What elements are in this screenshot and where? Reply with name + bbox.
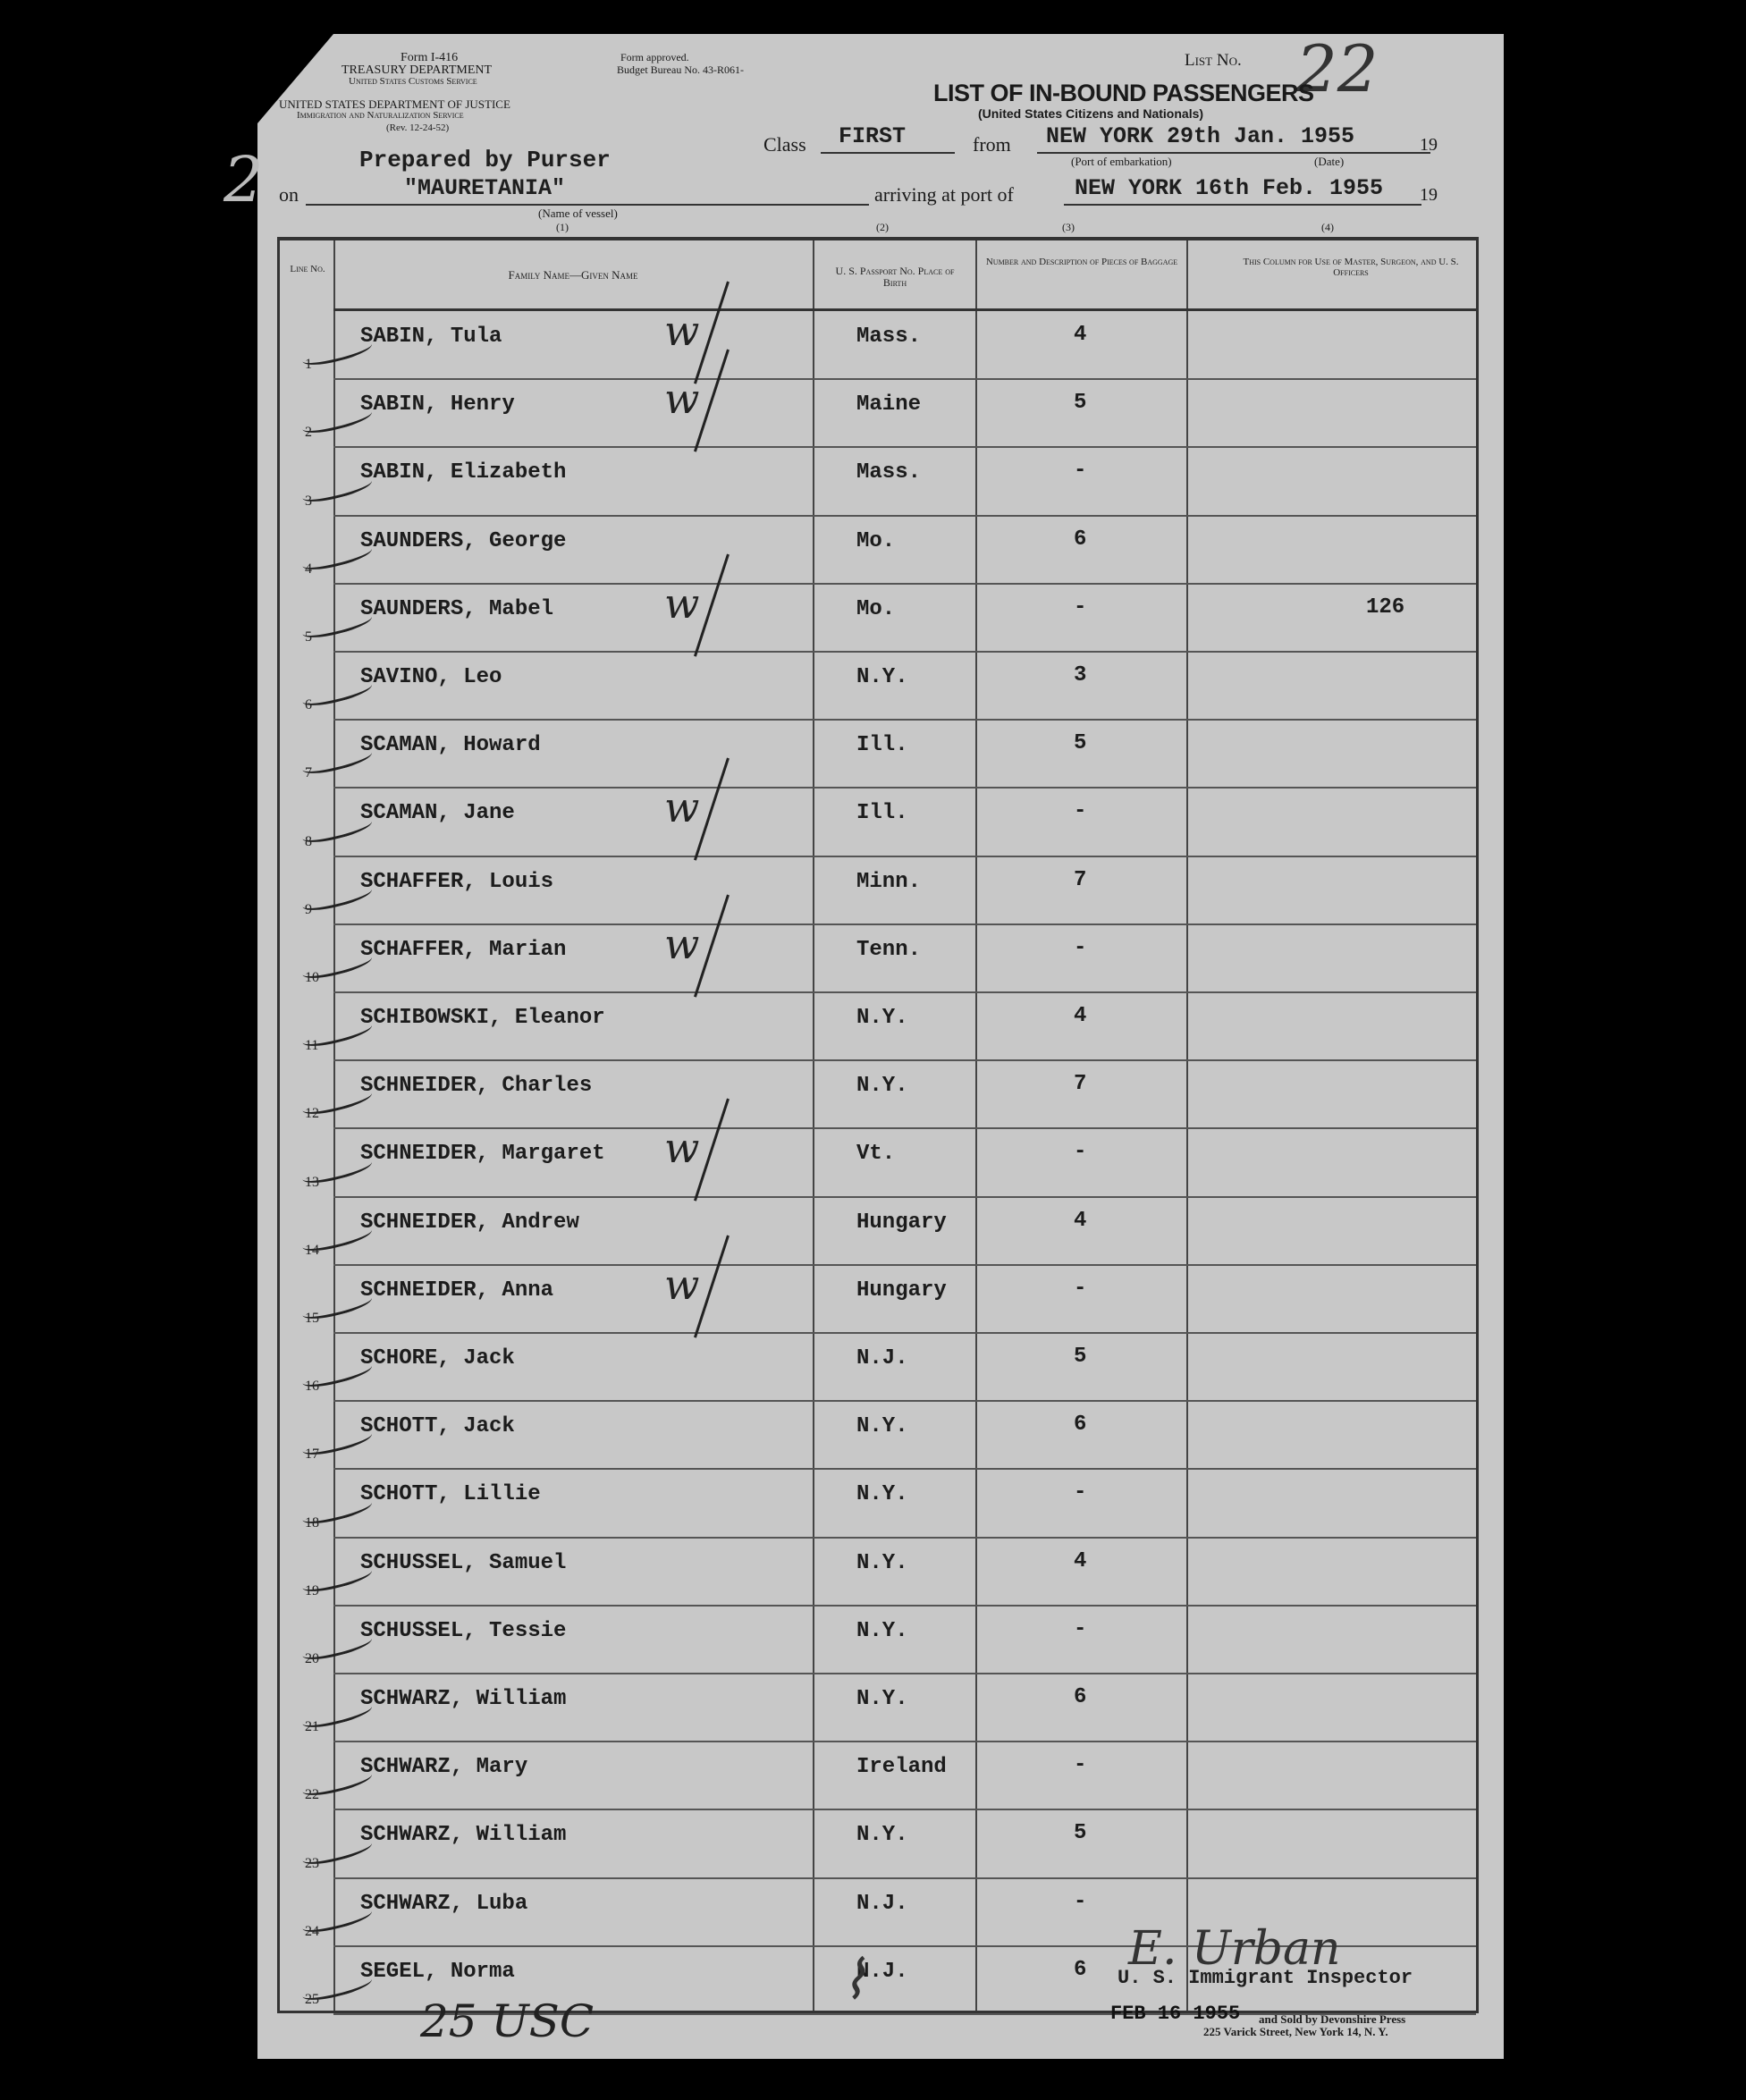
customs-label: United States Customs Service [349,76,477,87]
passenger-name: SABIN, Elizabeth [360,460,567,485]
place-of-birth: Mass. [856,460,922,485]
header-passport: U. S. Passport No. Place of Birth [835,265,955,290]
line-number: 1 [305,357,312,373]
officer-note: 126 [1366,595,1405,620]
baggage-count: - [1074,1616,1087,1641]
treasury-label: TREASURY DEPARTMENT [342,63,493,77]
line-number: 21 [305,1719,319,1735]
baggage-count: 4 [1074,1004,1087,1028]
line-number: 10 [305,969,319,985]
passenger-name: SCHIBOWSKI, Eleanor [360,1006,605,1030]
header-officers: This Column for Use of Master, Surgeon, and U. S. Officers [1243,257,1459,279]
line-number: 23 [305,1855,319,1871]
place-of-birth: N.Y. [856,1074,908,1099]
place-of-birth: N.Y. [856,1414,908,1439]
handwritten-w-mark: w [664,1124,700,1173]
table-row [280,1674,1476,1742]
col4-num: (4) [1321,221,1334,233]
year-suffix: 19 [1420,135,1438,155]
table-row [280,578,1476,653]
col3-num: (3) [1062,221,1075,233]
from-underline [1037,152,1430,154]
passenger-name: SCHWARZ, Luba [360,1891,528,1916]
baggage-count: 7 [1074,867,1087,892]
passenger-name: SCHNEIDER, Charles [360,1074,593,1099]
line-number: 5 [305,628,312,645]
table-row [280,307,1476,380]
stamp-date: FEB 16 1955 [1110,2003,1241,2025]
margin-mark: 2 [224,143,264,216]
passenger-name: SCHOTT, Jack [360,1414,515,1439]
place-of-birth: Minn. [856,869,922,894]
justice-label: UNITED STATES DEPARTMENT OF JUSTICE [279,97,510,111]
line-number: 24 [305,1923,319,1939]
inspector-signature: E. Urban [1128,1922,1341,1976]
line-number: 18 [305,1514,319,1531]
baggage-count: 5 [1074,1345,1087,1369]
class-label: Class [763,133,806,156]
handwritten-total: 25 USC [420,1995,595,2047]
port-embark-label: (Port of embarkation) [1071,155,1172,168]
baggage-count: 4 [1074,323,1087,347]
baggage-count: - [1074,1276,1087,1301]
line-number: 4 [305,561,312,577]
table-row [280,375,1476,448]
header-rule [333,308,1476,311]
ins-label: Immigration and Naturalization Service [297,110,464,121]
line-number: 13 [305,1174,319,1190]
list-no-label: List No. [1185,51,1242,70]
line-number: 19 [305,1582,319,1598]
line-number: 22 [305,1787,319,1803]
table-row [280,1810,1476,1878]
scribble-mark: ⌇ [840,1949,867,2011]
baggage-count: 6 [1074,1413,1087,1438]
binder-hole [175,1035,216,1076]
place-of-birth: N.Y. [856,1006,908,1030]
arriving-label: arriving at port of [874,183,1014,206]
binder-hole [175,1828,216,1869]
table-row [280,993,1476,1061]
prepared-by: Prepared by Purser [359,147,611,173]
header-baggage: Number and Description of Pieces of Baggage [985,257,1178,267]
line-number: 17 [305,1446,319,1463]
passenger-name: SCHNEIDER, Andrew [360,1210,579,1235]
passenger-name: SCHWARZ, William [360,1823,567,1848]
passenger-name: SAVINO, Leo [360,665,502,689]
col1-num: (1) [556,221,569,233]
binder-hole [175,711,216,752]
place-of-birth: N.Y. [856,1687,908,1711]
list-subtitle: (United States Citizens and Nationals) [978,106,1204,121]
binder-hole [175,1392,216,1433]
table-row [280,517,1476,585]
line-number: 8 [305,833,312,849]
vessel-name: "MAURETANIA" [404,175,566,201]
date-label: (Date) [1314,155,1345,168]
baggage-count: - [1074,459,1087,484]
from-label: from [973,133,1011,156]
baggage-count: 4 [1074,1548,1087,1573]
printer-line-2: 225 Varick Street, New York 14, N. Y. [1203,2025,1388,2038]
binder-hole [175,592,216,633]
passenger-name: SABIN, Henry [360,392,515,417]
passenger-name: SCAMAN, Jane [360,801,515,826]
passenger-name: SAUNDERS, Mabel [360,596,554,621]
baggage-count: 3 [1074,663,1087,687]
handwritten-w-mark: w [664,578,700,628]
line-number: 7 [305,765,312,781]
class-value: FIRST [839,123,907,149]
baggage-count: - [1074,1889,1087,1914]
handwritten-w-mark: w [664,783,700,832]
baggage-count: - [1074,595,1087,620]
table-row [280,1539,1476,1607]
passenger-name: SCHNEIDER, Anna [360,1278,554,1303]
baggage-count: - [1074,1753,1087,1778]
baggage-count: 6 [1074,527,1087,552]
place-of-birth: Mo. [856,596,896,621]
table-row [280,1061,1476,1129]
from-value: NEW YORK 29th Jan. 1955 [1046,123,1355,149]
place-of-birth: Ireland [856,1755,947,1780]
table-row [280,1470,1476,1538]
table-row [280,1124,1476,1197]
place-of-birth: Ill. [856,801,908,826]
passenger-name: SCHWARZ, Mary [360,1755,528,1780]
passenger-name: SEGEL, Norma [360,1959,515,1984]
place-of-birth: Vt. [856,1142,896,1167]
passenger-name: SCHNEIDER, Margaret [360,1142,605,1167]
line-number: 11 [305,1038,319,1054]
table-row [280,783,1476,856]
printer-line-1: and Sold by Devonshire Press [1259,2012,1406,2026]
place-of-birth: N.Y. [856,1618,908,1643]
baggage-count: 6 [1074,1685,1087,1709]
list-title: LIST OF IN-BOUND PASSENGERS [933,80,1314,106]
line-number: 20 [305,1650,319,1666]
table-row [280,1742,1476,1810]
budget-bureau: Budget Bureau No. 43-R061- [617,63,744,76]
place-of-birth: N.Y. [856,1823,908,1848]
arriving-underline [1064,204,1421,206]
place-of-birth: Maine [856,392,922,417]
header-line-no: Line No. [290,264,325,274]
form-approved: Form approved. [620,51,689,63]
rev-label: (Rev. 12-24-52) [386,122,450,133]
passenger-table [277,237,1479,2013]
place-of-birth: N.J. [856,1891,908,1916]
vessel-underline [306,204,869,206]
vessel-label: (Name of vessel) [538,207,618,220]
arriving-value: NEW YORK 16th Feb. 1955 [1075,175,1384,201]
table-row [280,1260,1476,1334]
line-number: 25 [305,1991,319,2007]
passenger-name: SABIN, Tula [360,325,502,349]
header-family-name: Family Name—Given Name [508,268,638,282]
table-row [280,653,1476,721]
baggage-count: 5 [1074,1821,1087,1846]
on-label: on [279,183,299,206]
form-number: Form I-416 [401,51,459,64]
table-row [280,857,1476,925]
place-of-birth: N.Y. [856,665,908,689]
baggage-count: 5 [1074,731,1087,756]
table-row [280,1607,1476,1674]
baggage-count: - [1074,935,1087,960]
handwritten-w-mark: w [664,375,700,424]
passenger-name: SCHUSSEL, Samuel [360,1550,567,1575]
place-of-birth: Ill. [856,733,908,758]
place-of-birth: N.J. [856,1959,908,1984]
handwritten-w-mark: w [664,1260,700,1309]
table-row [280,1402,1476,1470]
line-number: 2 [305,425,312,441]
table-row [280,1334,1476,1402]
line-number: 14 [305,1242,319,1258]
passenger-name: SCAMAN, Howard [360,733,541,758]
baggage-count: - [1074,1480,1087,1505]
passenger-name: SCHAFFER, Louis [360,869,554,894]
baggage-count: 7 [1074,1072,1087,1097]
class-underline [821,152,955,154]
place-of-birth: Tenn. [856,937,922,962]
baggage-count: 5 [1074,391,1087,416]
line-number: 9 [305,901,312,917]
place-of-birth: Hungary [856,1278,947,1303]
passenger-name: SCHAFFER, Marian [360,937,567,962]
passenger-name: SCHOTT, Lillie [360,1482,541,1507]
line-number: 16 [305,1379,319,1395]
year-suffix-2: 19 [1420,185,1438,205]
baggage-count: 4 [1074,1208,1087,1233]
baggage-count: - [1074,799,1087,824]
table-row [280,448,1476,516]
passenger-name: SCHORE, Jack [360,1346,515,1370]
table-row [280,721,1476,789]
col2-num: (2) [876,221,889,233]
handwritten-w-mark: w [664,307,700,355]
passenger-name: SAUNDERS, George [360,528,567,553]
passenger-name: SCHUSSEL, Tessie [360,1618,567,1643]
list-no-value: 22 [1296,31,1379,106]
place-of-birth: Mo. [856,528,896,553]
line-number: 3 [305,493,312,509]
handwritten-w-mark: w [664,919,700,968]
line-number: 12 [305,1106,319,1122]
table-row [280,919,1476,993]
baggage-count: - [1074,1140,1087,1165]
passenger-name: SCHWARZ, William [360,1687,567,1711]
binder-hole [163,231,204,272]
baggage-count: 6 [1074,1957,1087,1982]
place-of-birth: N.Y. [856,1482,908,1507]
line-number: 15 [305,1310,319,1326]
place-of-birth: N.Y. [856,1550,908,1575]
table-row [280,1198,1476,1266]
place-of-birth: Hungary [856,1210,947,1235]
place-of-birth: N.J. [856,1346,908,1370]
line-number: 6 [305,697,312,713]
inspector-label: U. S. Immigrant Inspector [1118,1967,1413,1989]
place-of-birth: Mass. [856,325,922,349]
